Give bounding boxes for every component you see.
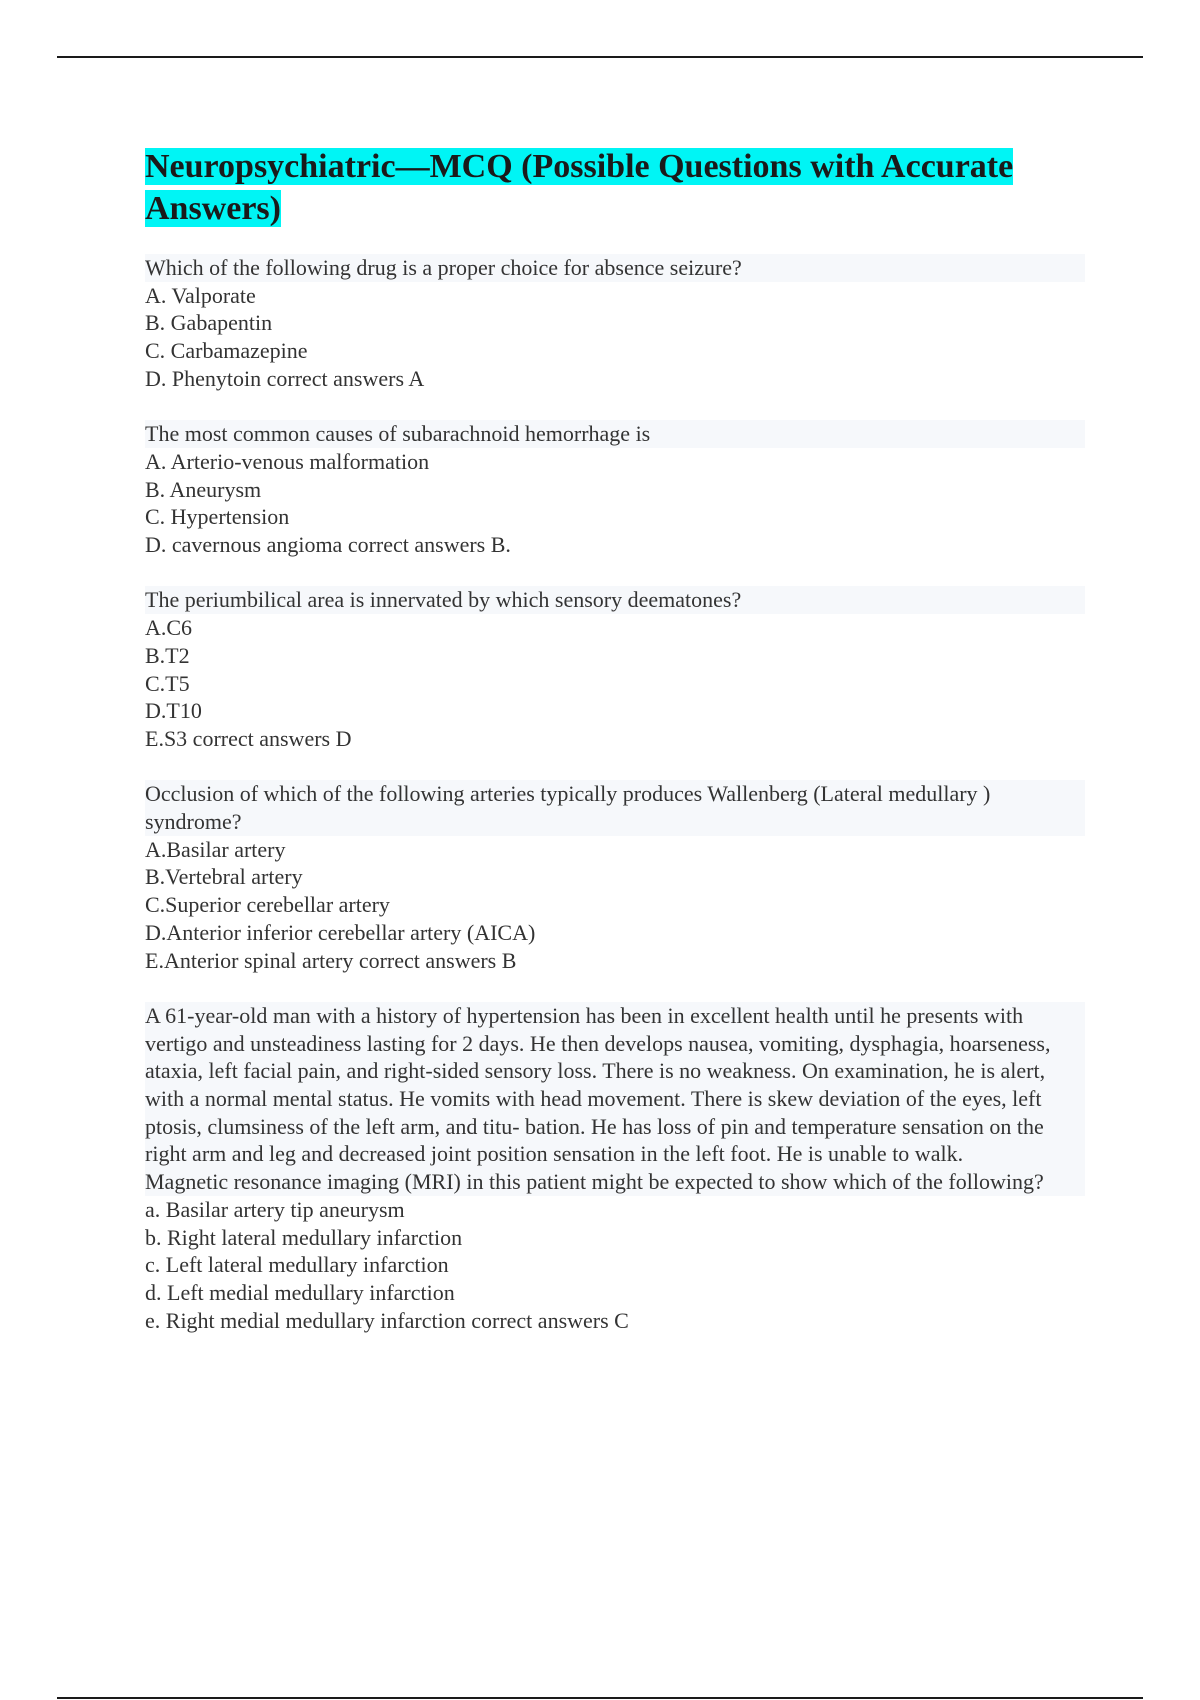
question-stem: Magnetic resonance imaging (MRI) in this patient might be expected to show which of the following? — [145, 1168, 1085, 1196]
option-with-answer: E.Anterior spinal artery correct answers B — [145, 947, 517, 973]
option: C.T5 — [145, 670, 190, 696]
question-stem: Occlusion of which of the following arteries typically produces Wallenberg (Lateral medullary ) syndrome? — [145, 780, 1085, 835]
question-3 — [145, 586, 1085, 752]
option: a. Basilar artery tip aneurysm — [145, 1196, 405, 1222]
option: A. Valporate — [145, 282, 256, 308]
option: B. Gabapentin — [145, 310, 273, 336]
option-with-answer: e. Right medial medullary infarction correct answers C — [145, 1307, 629, 1333]
option-with-answer: D. Phenytoin correct answers A — [145, 365, 425, 391]
question-stem: Which of the following drug is a proper choice for absence seizure? — [145, 254, 1085, 282]
option: C. Carbamazepine — [145, 338, 308, 364]
question-1 — [145, 254, 1085, 393]
option-with-answer: D. cavernous angioma correct answers B. — [145, 532, 511, 558]
option: A.Basilar artery — [145, 836, 286, 862]
document-body — [145, 146, 1085, 1362]
footer-rule — [57, 1697, 1143, 1699]
option: A. Arterio-venous malformation — [145, 448, 430, 474]
question-5 — [145, 1002, 1085, 1334]
option: D.T10 — [145, 698, 202, 724]
question-4 — [145, 780, 1085, 974]
option: b. Right lateral medullary infarction — [145, 1224, 463, 1250]
case-description: A 61-year-old man with a history of hypertension has been in excellent health until he presents with vertigo and unsteadiness lasting for 2 days. He then develops nausea, vomiting, dysphagia, hoarseness, ataxia, left facial pain, and right-sided sensory loss. There is no weakness. On examination, he is alert, with a normal mental status. He vomits with head movement. There is skew deviation of the eyes, left ptosis, clumsiness of the left arm, and titu- bation. He has loss of pin and temperature sensation on the right arm and leg and decreased joint position sensation in the left foot. He is unable to walk. — [145, 1002, 1085, 1168]
question-2 — [145, 420, 1085, 559]
option-with-answer: E.S3 correct answers D — [145, 725, 352, 751]
option: B.Vertebral artery — [145, 864, 303, 890]
option: d. Left medial medullary infarction — [145, 1279, 455, 1305]
option: c. Left lateral medullary infarction — [145, 1252, 449, 1278]
option: B. Aneurysm — [145, 476, 262, 502]
option: A.C6 — [145, 615, 193, 641]
option: C.Superior cerebellar artery — [145, 892, 390, 918]
option: D.Anterior inferior cerebellar artery (AICA) — [145, 919, 536, 945]
header-rule — [57, 56, 1143, 58]
option: B.T2 — [145, 642, 190, 668]
option: C. Hypertension — [145, 504, 290, 530]
question-stem: The most common causes of subarachnoid hemorrhage is — [145, 420, 1085, 448]
question-stem: The periumbilical area is innervated by which sensory deematones? — [145, 586, 1085, 614]
document-title: Neuropsychiatric—MCQ (Possible Questions with Accurate Answers) — [145, 148, 1014, 227]
